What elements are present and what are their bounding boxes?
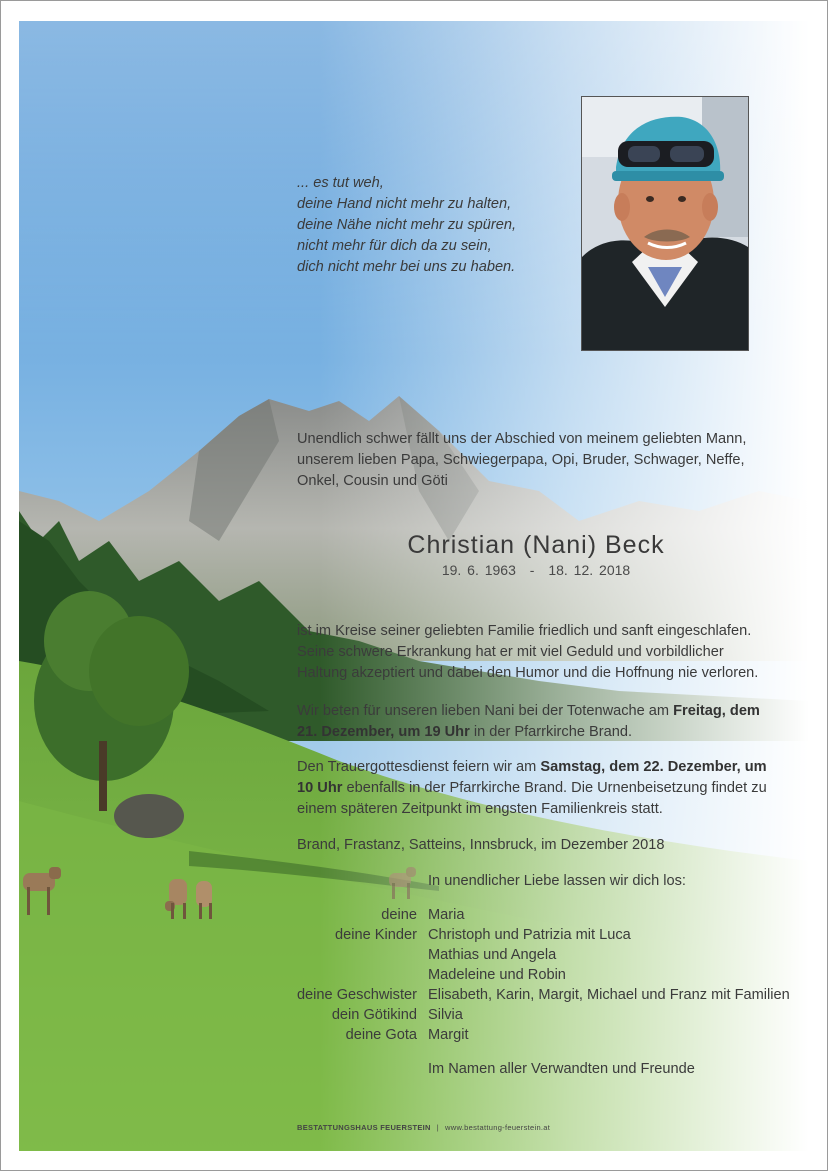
footer-separator: | bbox=[436, 1123, 440, 1132]
mourner-names: Christoph und Patrizia mit Luca bbox=[428, 927, 631, 943]
poem-line: deine Nähe nicht mehr zu spüren, bbox=[297, 217, 517, 233]
intro-text: Unendlich schwer fällt uns der Abschied von meinem geliebten Mann, unserem lieben Papa, Schwiegerpapa, Opi, Bruder, Schwager, Neffe, Onkel, Cousin und Göti bbox=[297, 431, 747, 489]
mourner-names: Maria bbox=[428, 907, 465, 923]
list-item bbox=[1, 945, 828, 965]
mourner-names: Margit bbox=[428, 1027, 469, 1043]
relation-label: deine Geschwister bbox=[296, 987, 417, 1003]
mourner-names: Madeleine und Robin bbox=[428, 967, 566, 983]
deceased-name: Christian (Nani) Beck bbox=[407, 531, 665, 559]
poem-line: ... es tut weh, bbox=[297, 175, 384, 191]
closing-line: Im Namen aller Verwandten und Freunde bbox=[428, 1061, 695, 1077]
lead-line: In unendlicher Liebe lassen wir dich los: bbox=[428, 873, 686, 889]
relation-label: deine Kinder bbox=[335, 927, 417, 943]
footer-brand: BESTATTUNGSHAUS FEUERSTEIN bbox=[297, 1123, 431, 1132]
funeral-date: Samstag, dem 22. Dezember, um 10 Uhr bbox=[297, 759, 767, 796]
paragraph-passing: ist im Kreise seiner geliebten Familie friedlich und sanft eingeschlafen. Seine schwere Erkrankung hat er mit viel Geduld und vorbildlicher Haltung akzeptiert und dabei den Humor und die Hoffnung nie verloren. bbox=[297, 623, 759, 681]
life-dates bbox=[361, 562, 711, 578]
date-separator: - bbox=[529, 562, 535, 578]
relation-label: deine bbox=[381, 907, 417, 923]
footer-website[interactable]: www.bestattung-feuerstein.at bbox=[445, 1123, 551, 1132]
birth-date: 19. 6. 1963 bbox=[441, 562, 516, 578]
funeral-details: ebenfalls in der Pfarrkirche Brand. Die Urnenbeisetzung findet zu einem späteren Zeitpunkt im engsten Familienkreis statt. bbox=[297, 780, 767, 817]
wake-location: in der Pfarrkirche Brand. bbox=[469, 724, 633, 740]
mourner-names: Silvia bbox=[428, 1007, 463, 1023]
mourners-list bbox=[1, 905, 828, 1045]
wake-date: Freitag, dem 21. Dezember, um 19 Uhr bbox=[297, 703, 760, 740]
poem bbox=[297, 173, 516, 278]
portrait-photo bbox=[581, 96, 749, 351]
paragraph-wake bbox=[297, 701, 767, 743]
list-item bbox=[1, 1025, 828, 1045]
poem-line: deine Hand nicht mehr zu halten, bbox=[297, 196, 512, 212]
place-date: Brand, Frastanz, Satteins, Innsbruck, im Dezember 2018 bbox=[297, 837, 665, 853]
list-item bbox=[1, 925, 828, 945]
poem-line: nicht mehr für dich da zu sein, bbox=[297, 238, 492, 254]
mourner-names: Elisabeth, Karin, Margit, Michael und Franz mit Familien bbox=[428, 987, 790, 1003]
funeral-text: Den Trauergottesdienst feiern wir am bbox=[297, 759, 541, 775]
death-date: 18. 12. 2018 bbox=[548, 562, 631, 578]
list-item bbox=[1, 985, 828, 1005]
relation-label: dein Götikind bbox=[331, 1007, 417, 1023]
list-item bbox=[1, 905, 828, 925]
poem-line: dich nicht mehr bei uns zu haben. bbox=[297, 259, 516, 275]
list-item bbox=[1, 965, 828, 985]
list-item bbox=[1, 1005, 828, 1025]
paragraph-funeral bbox=[297, 757, 767, 820]
relation-label: deine Gota bbox=[345, 1027, 417, 1043]
footer bbox=[297, 1123, 550, 1132]
wake-text: Wir beten für unseren lieben Nani bei der Totenwache am bbox=[297, 703, 674, 719]
mourner-names: Mathias und Angela bbox=[428, 947, 557, 963]
